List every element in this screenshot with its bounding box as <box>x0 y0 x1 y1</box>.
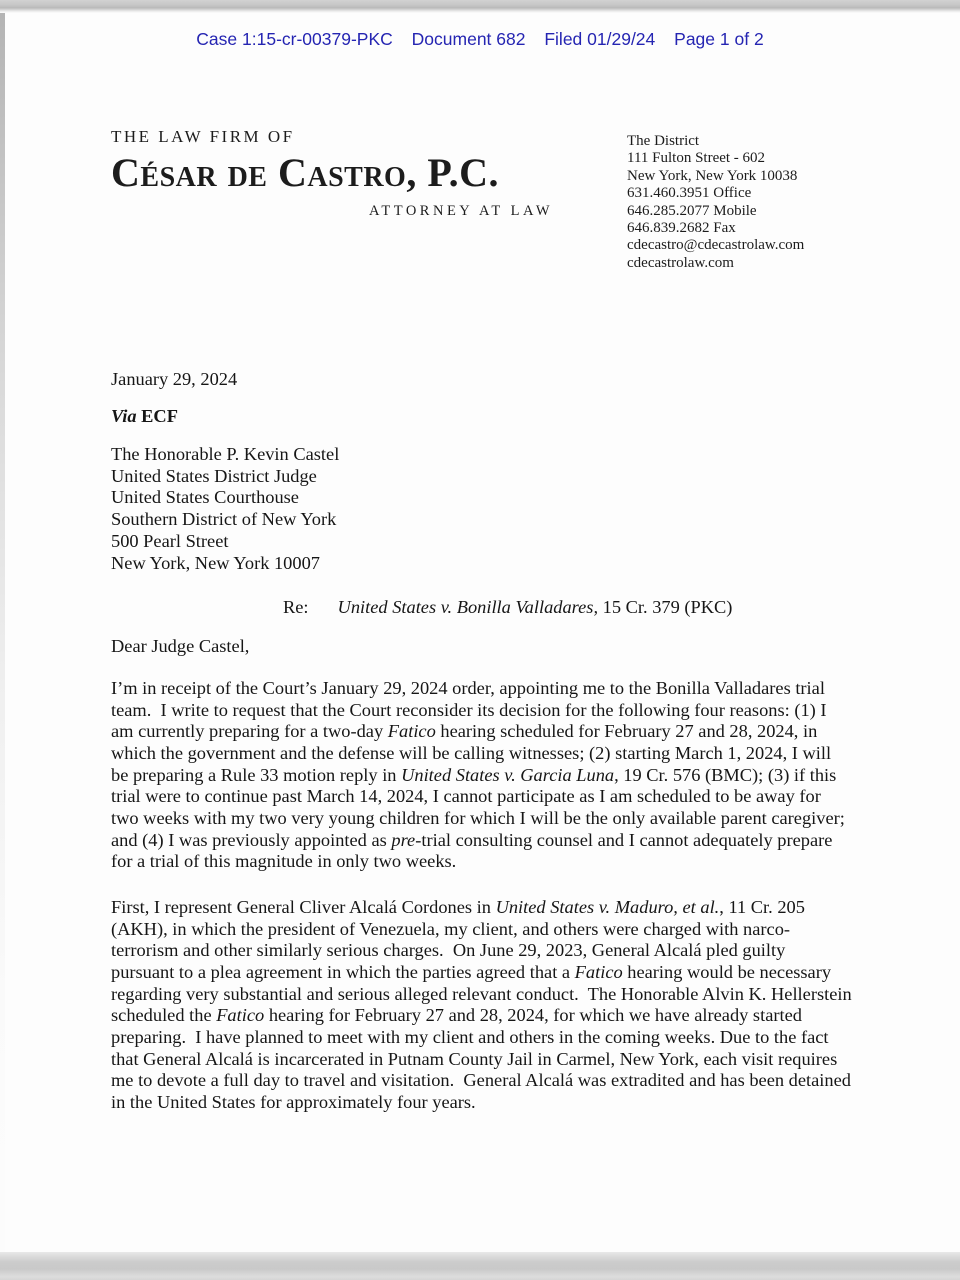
case-number: Case 1:15-cr-00379-PKC <box>196 29 393 49</box>
recipient-line: Southern District of New York <box>111 509 337 530</box>
letter-date: January 29, 2024 <box>111 369 238 389</box>
body-paragraph-1: I’m in receipt of the Court’s January 29, 2024 order, appointing me to the Bonilla Valladares trial team. I write to request that the Court reconsider its decision for the following four reasons: (1) I am currently preparing for a two-day Fatico hearing scheduled for February 27 and 28, 2024, in which the government and the defense will be calling witnesses; (2) starting March 1, 2024, I will be preparing a Rule 33 motion reply in United States v. Garcia Luna, 19 Cr. 576 (BMC); (3) if this trial were to continue past March 14, 2024, I cannot participate as I am scheduled to be away for two weeks with my two very young children for which I will be the only available parent caregiver; and (4) I was previously appointed as pre-trial consulting counsel and I cannot adequately prepare for a trial of this magnitude in only two weeks. <box>111 678 850 872</box>
via-ecf-line: Via ECF <box>111 406 178 426</box>
salutation: Dear Judge Castel, <box>111 636 250 656</box>
letterhead-contact-block <box>627 133 804 272</box>
recipient-line: United States District Judge <box>111 465 317 486</box>
firm-name: César de Castro, P.C. <box>111 150 499 195</box>
page-gap-top <box>0 0 960 13</box>
page-count: Page 1 of 2 <box>674 29 764 49</box>
contact-line: New York, New York 10038 <box>627 167 798 184</box>
contact-website: cdecastrolaw.com <box>627 254 734 271</box>
re-line <box>283 597 732 618</box>
re-label: Re: <box>283 597 309 617</box>
letterhead-left <box>111 127 553 220</box>
recipient-line: United States Courthouse <box>111 487 299 508</box>
firm-of-line: THE LAW FIRM OF <box>111 127 295 146</box>
recipient-line: The Honorable P. Kevin Castel <box>111 444 340 464</box>
body-paragraph-2: First, I represent General Cliver Alcalá Cordones in United States v. Maduro, et al., 11 Cr. 205 (AKH), in which the president of Venezuela, my client, and others were charged with narco-terrorism and other similarly serious charges. On June 29, 2023, General Alcalá pled guilty pursuant to a plea agreement in which the parties agreed that a Fatico hearing would be necessary regarding very substantial and serious alleged relevant conduct. The Honorable Alvin K. Hellerstein scheduled the Fatico hearing for February 27 and 28, 2024, for which we have already started preparing. I have planned to meet with my client and others in the coming weeks. Due to the fact that General Alcalá is incarcerated in Putnam County Jail in Carmel, New York, each visit requires me to devote a full day to travel and visitation. General Alcalá was extradited and has been detained in the United States for approximately four years. <box>111 897 857 1112</box>
contact-line: 646.839.2682 Fax <box>627 220 736 237</box>
recipient-line: 500 Pearl Street <box>111 530 229 551</box>
document-number: Document 682 <box>411 29 526 49</box>
ecf-stamp-header <box>0 29 960 50</box>
firm-tagline: ATTORNEY AT LAW <box>369 203 553 219</box>
contact-line: 111 Fulton Street - 602 <box>627 150 766 167</box>
re-case-caption: United States v. Bonilla Valladares, 15 Cr. 379 (PKC) <box>337 597 733 617</box>
page-left-edge-shadow <box>0 13 5 1252</box>
contact-line: The District <box>627 133 700 149</box>
page-gap-bottom <box>0 1252 960 1280</box>
contact-line: 646.285.2077 Mobile <box>627 202 757 219</box>
contact-line: 631.460.3951 Office <box>627 185 752 202</box>
recipient-address-block <box>111 444 339 574</box>
contact-email: cdecastro@cdecastrolaw.com <box>627 237 805 254</box>
filed-date: Filed 01/29/24 <box>544 29 656 49</box>
recipient-line: New York, New York 10007 <box>111 552 320 573</box>
